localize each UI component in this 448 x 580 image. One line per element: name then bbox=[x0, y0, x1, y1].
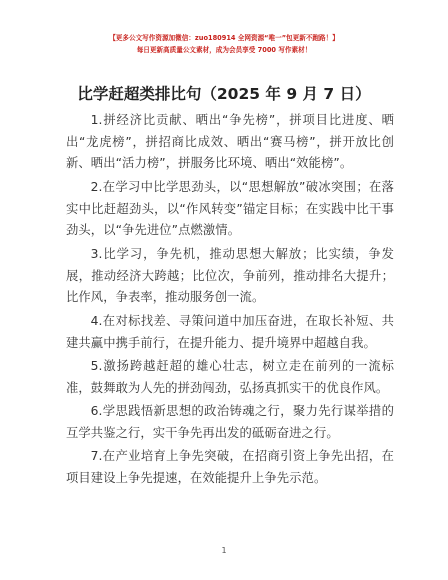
paragraph-5: 5.激扬跨越赶超的雄心壮志，树立走在前列的一流标准，鼓舞敢为人先的拼劲闯劲，弘扬真抓实干的优良作风。 bbox=[66, 359, 394, 395]
paragraph-3: 3.比学习，争先机，推动思想大解放；比实绩，争发展，推动经济大跨越；比位次，争前列，推动排名大提升；比作风，争表率，推动服务创一流。 bbox=[66, 247, 394, 305]
paragraph-2: 2.在学习中比学思劲头，以“思想解放”破冰突围；在落实中比赶超劲头，以“作风转变”锚定目标；在实践中比干事劲头，以“争先进位”点燃激情。 bbox=[66, 180, 394, 238]
page-number: 1 bbox=[221, 546, 227, 555]
promo-header bbox=[0, 32, 448, 56]
paragraph-6: 6.学思践悟新思想的政治铸魂之行，聚力先行谋举措的互学共鉴之行，实干争先再出发的砥砺奋进之行。 bbox=[66, 404, 394, 440]
document-title: 比学赶超类排比句（2025 年 9 月 7 日） bbox=[77, 85, 371, 103]
paragraph-1: 1.拼经济比贡献、晒出“争先榜”，拼项目比进度、晒出“龙虎榜”，拼招商比成效、晒出“赛马榜”，拼开放比创新、晒出“活力榜”，拼服务比环境、晒出“效能榜”。 bbox=[66, 113, 394, 171]
promo-line-1: 【更多公文写作资源加微信：zuo180914 全网资源“唯一”包更新不跑路！】 bbox=[109, 34, 339, 42]
promo-line-2: 每日更新高质量公文素材，成为会员享受 7000 写作素材！ bbox=[136, 46, 312, 54]
paragraph-4: 4.在对标找差、寻策问道中加压奋进，在取长补短、共建共赢中携手前行，在提升能力、提升境界中超越自我。 bbox=[66, 314, 394, 350]
paragraph-7: 7.在产业培育上争先突破，在招商引资上争先出招，在项目建设上争先提速，在效能提升上争先示范。 bbox=[66, 449, 394, 485]
